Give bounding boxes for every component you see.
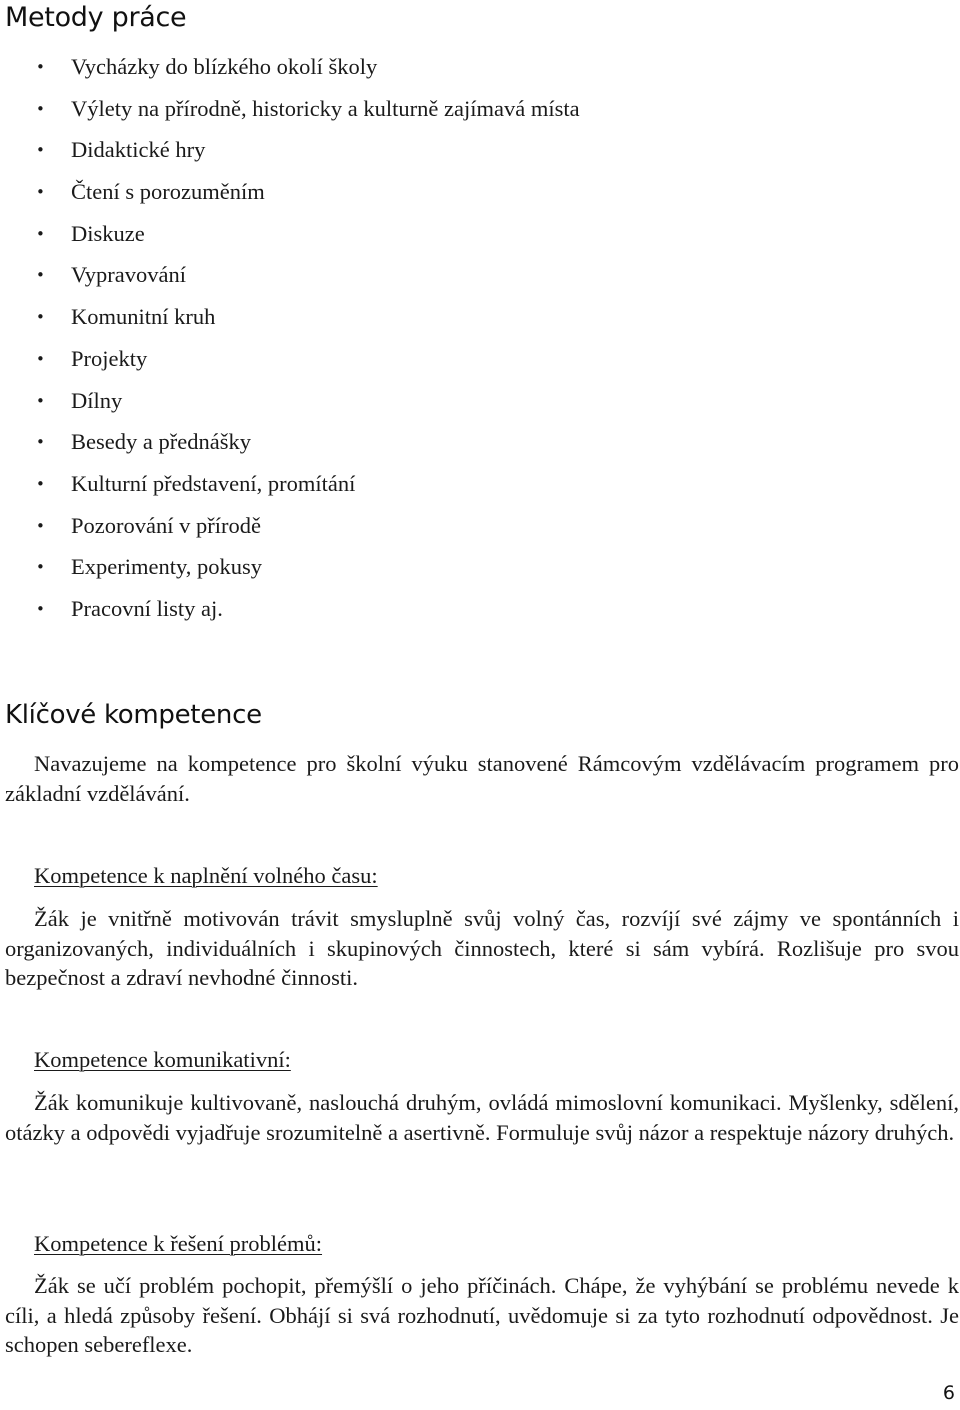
list-item: [0, 50, 580, 92]
list-item: [0, 592, 580, 634]
list-item-label: Pracovní listy aj.: [71, 595, 223, 621]
list-item-label: Experimenty, pokusy: [71, 554, 263, 580]
list-item: [0, 550, 580, 592]
list-item-label: Vycházky do blízkého okolí školy: [71, 54, 378, 79]
list-item-label: Dílny: [71, 387, 123, 413]
competence-heading-communicative: Kompetence komunikativní:: [34, 1047, 291, 1072]
bullet-icon: •: [36, 266, 45, 285]
list-item-label: Projekty: [71, 345, 148, 371]
bullet-icon: •: [36, 308, 45, 327]
section-title-key-competences: Klíčové kompetence: [5, 700, 262, 730]
competence-text-communicative: Žák komunikuje kultivovaně, naslouchá druhým, ovládá mimoslovní komunikaci. Myšlenky, sdělení, otázky a odpovědi vyjadřuje srozumitelně a asertivně. Formuluje svůj názor a respektuje názory druhých.: [5, 1090, 959, 1145]
list-item: [0, 509, 580, 551]
list-item: [0, 342, 580, 384]
bullet-icon: •: [36, 433, 45, 452]
bullet-icon: •: [36, 58, 45, 76]
competence-text-problem-solving: Žák se učí problém pochopit, přemýšlí o jeho příčinách. Chápe, že vyhýbání se problému nevede k cíli, a hledá způsoby řešení. Obhájí si svá rozhodnutí, uvědomuje si za tyto rozhodnutí odpovědnost. Je schopen sebereflexe.: [5, 1273, 959, 1357]
list-item-label: Besedy a přednášky: [71, 429, 251, 455]
bullet-icon: •: [36, 391, 45, 410]
competence-heading-free-time: Kompetence k naplnění volného času:: [34, 863, 378, 888]
page-number: 6: [942, 1382, 955, 1404]
list-item-label: Komunitní kruh: [71, 304, 216, 330]
bullet-icon: •: [36, 474, 45, 493]
list-item-label: Výlety na přírodně, historicky a kulturně zajímavá místa: [71, 95, 580, 121]
list-item-label: Kulturní představení, promítání: [71, 470, 356, 496]
list-item: [0, 258, 580, 300]
bullet-icon: •: [36, 141, 45, 160]
bullet-icon: •: [36, 516, 45, 535]
list-item-label: Vypravování: [71, 262, 186, 288]
list-item-label: Didaktické hry: [71, 137, 206, 163]
bullet-icon: •: [36, 349, 45, 368]
section-title-methods: Metody práce: [5, 2, 187, 33]
methods-list: [0, 50, 580, 634]
list-item: [0, 425, 580, 467]
list-item: [0, 217, 580, 259]
bullet-icon: •: [36, 99, 45, 118]
list-item: [0, 384, 580, 426]
list-item: [0, 133, 580, 175]
bullet-icon: •: [36, 183, 45, 202]
list-item-label: Čtení s porozuměním: [71, 179, 265, 205]
bullet-icon: •: [36, 224, 45, 243]
bullet-icon: •: [36, 599, 45, 618]
list-item-label: Diskuze: [71, 220, 145, 246]
list-item: [0, 300, 580, 342]
list-item-label: Pozorování v přírodě: [71, 512, 261, 538]
list-item: [0, 92, 580, 134]
bullet-icon: •: [36, 558, 45, 577]
list-item: [0, 467, 580, 509]
competence-text-free-time: Žák je vnitřně motivován trávit smysluplně svůj volný čas, rozvíjí své zájmy ve spontánních i organizovaných, individuálních i skupinových činnostech, které si sám vybírá. Rozlišuje pro svou bezpečnost a zdraví nevhodné činnosti.: [5, 906, 959, 990]
list-item: [0, 175, 580, 217]
competence-heading-problem-solving: Kompetence k řešení problémů:: [34, 1231, 323, 1256]
intro-paragraph: Navazujeme na kompetence pro školní výuku stanovené Rámcovým vzdělávacím programem pro základní vzdělávání.: [5, 751, 959, 806]
